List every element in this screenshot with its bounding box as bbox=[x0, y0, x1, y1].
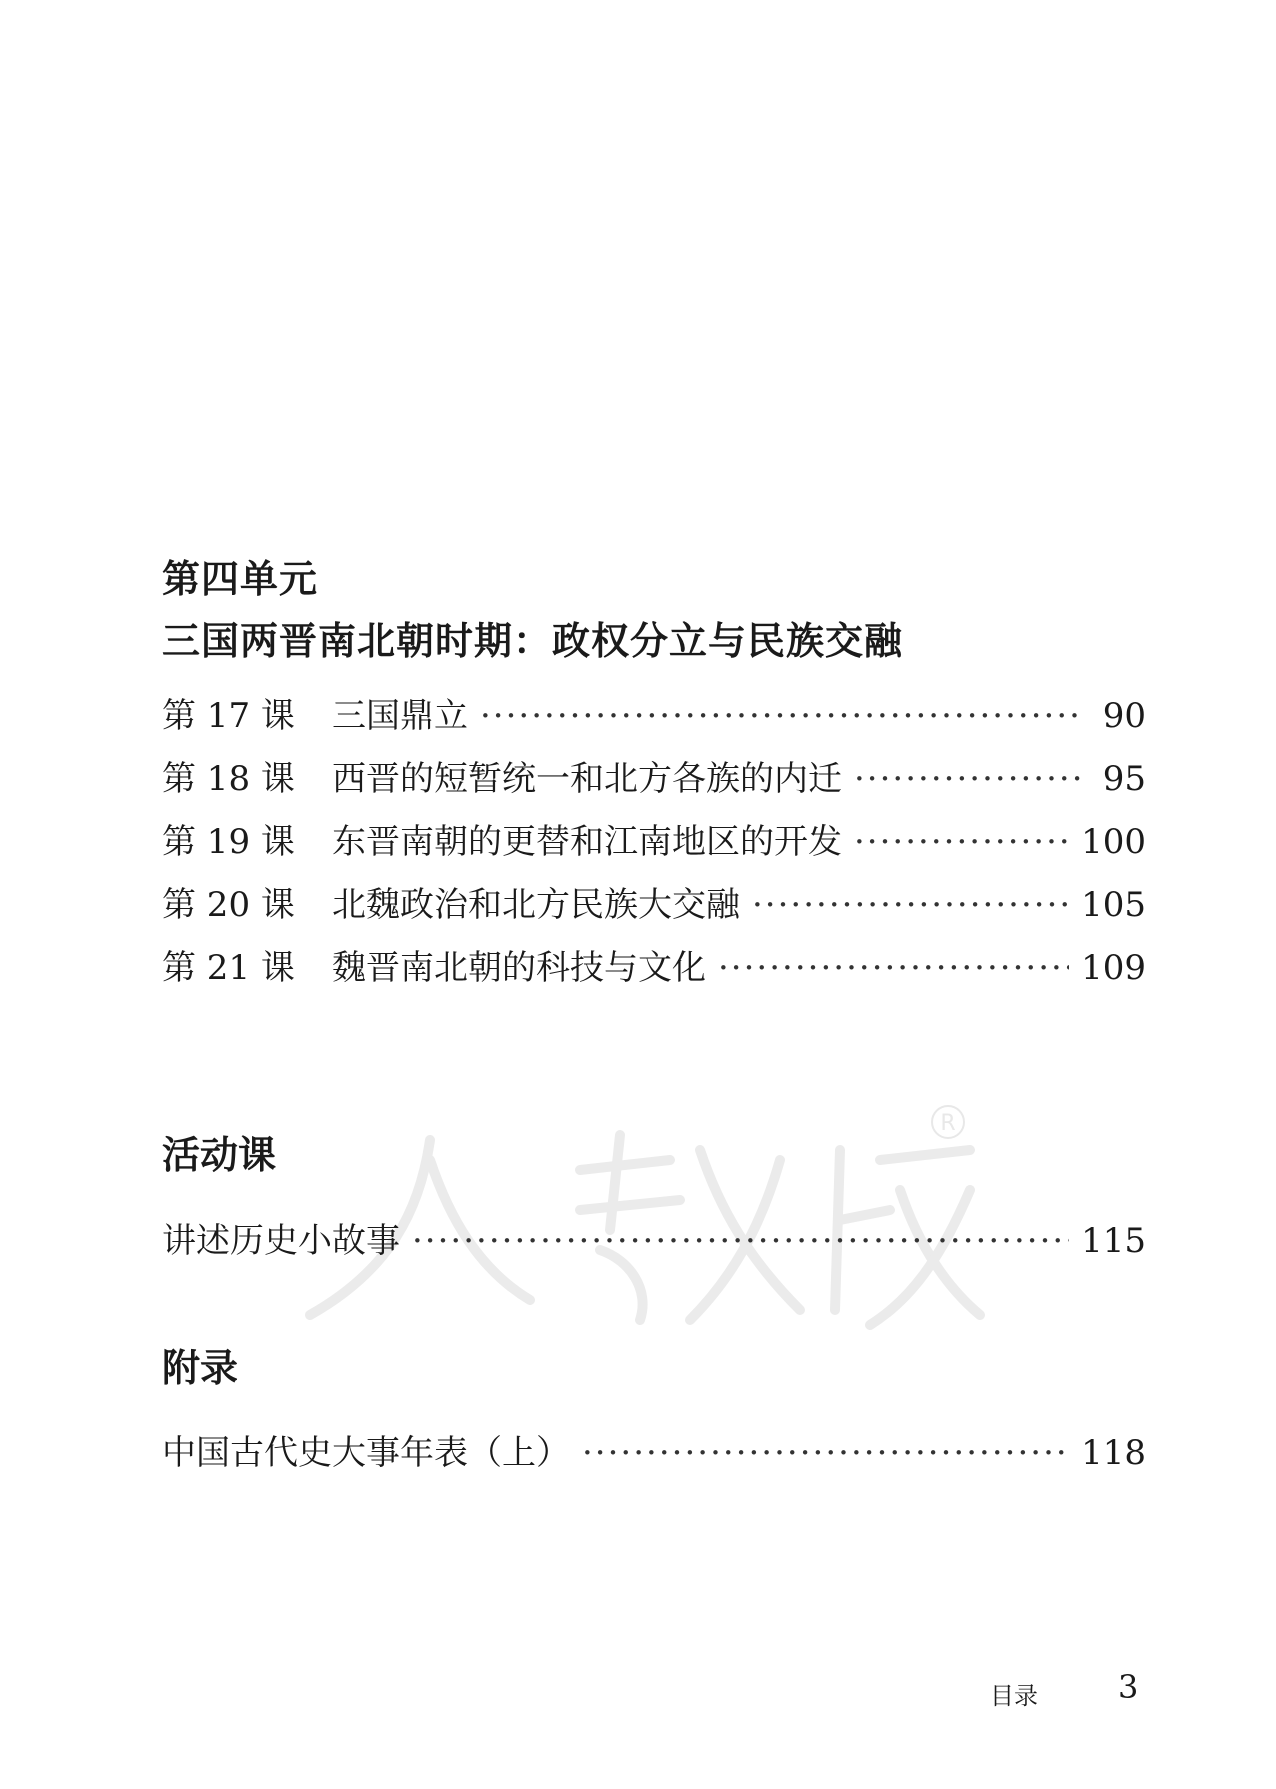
toc-row[interactable] bbox=[162, 937, 1146, 1000]
lesson-number: 第 17 课 bbox=[162, 696, 295, 736]
lesson-title: 西晋的短暂统一和北方各族的内迁 bbox=[332, 759, 842, 799]
toc-row[interactable] bbox=[162, 748, 1146, 811]
unit-label: 第四单元 bbox=[162, 557, 319, 601]
page-number: 90 bbox=[1102, 696, 1146, 736]
lesson-title: 魏晋南北朝的科技与文化 bbox=[332, 948, 706, 988]
dot-leader bbox=[854, 811, 1069, 874]
page-number: 95 bbox=[1102, 759, 1146, 799]
appendix-list bbox=[162, 1422, 1146, 1485]
lesson-number: 第 20 课 bbox=[162, 885, 295, 925]
toc-row[interactable] bbox=[162, 1210, 1146, 1273]
page-number: 100 bbox=[1081, 822, 1146, 862]
lesson-title: 三国鼎立 bbox=[332, 696, 468, 736]
svg-text:R: R bbox=[940, 1111, 956, 1136]
page-number: 105 bbox=[1081, 885, 1146, 925]
activity-heading: 活动课 bbox=[162, 1133, 277, 1177]
dot-leader bbox=[752, 874, 1069, 937]
footer-page-number: 3 bbox=[1118, 1668, 1139, 1706]
lesson-number: 第 18 课 bbox=[162, 759, 295, 799]
activity-title: 讲述历史小故事 bbox=[162, 1221, 400, 1261]
page-number: 118 bbox=[1081, 1433, 1146, 1473]
lesson-title: 北魏政治和北方民族大交融 bbox=[332, 885, 740, 925]
lesson-number: 第 21 课 bbox=[162, 948, 295, 988]
page-number: 115 bbox=[1081, 1221, 1146, 1261]
dot-leader bbox=[412, 1210, 1069, 1273]
unit-heading bbox=[162, 548, 903, 672]
dot-leader bbox=[582, 1422, 1069, 1485]
page-number: 109 bbox=[1081, 948, 1146, 988]
lesson-number: 第 19 课 bbox=[162, 822, 295, 862]
activity-list bbox=[162, 1210, 1146, 1273]
toc-row[interactable] bbox=[162, 811, 1146, 874]
dot-leader bbox=[480, 685, 1080, 748]
unit-title: 三国两晋南北朝时期：政权分立与民族交融 bbox=[162, 619, 904, 663]
dot-leader bbox=[854, 748, 1080, 811]
toc-row[interactable] bbox=[162, 685, 1146, 748]
footer-label: 目录 bbox=[990, 1682, 1038, 1710]
toc-row[interactable] bbox=[162, 1422, 1146, 1485]
toc-row[interactable] bbox=[162, 874, 1146, 937]
appendix-heading: 附录 bbox=[162, 1346, 239, 1390]
lesson-list bbox=[162, 685, 1146, 1000]
appendix-title: 中国古代史大事年表（上） bbox=[162, 1433, 570, 1473]
dot-leader bbox=[718, 937, 1069, 1000]
lesson-title: 东晋南朝的更替和江南地区的开发 bbox=[332, 822, 842, 862]
